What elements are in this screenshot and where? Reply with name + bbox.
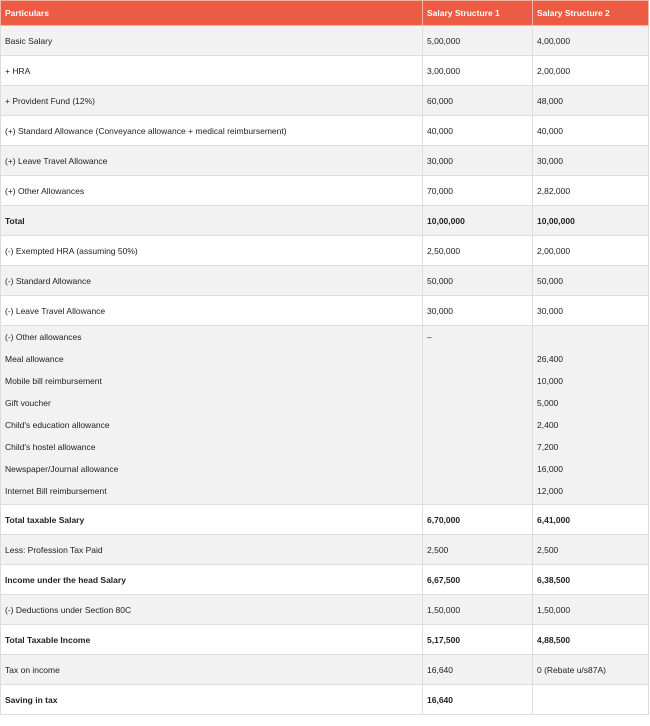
- row-label: (+) Standard Allowance (Conveyance allowance + medical reimbursement): [1, 116, 423, 146]
- row-label: Less: Profession Tax Paid: [1, 535, 423, 565]
- row-s2-value: 40,000: [533, 116, 649, 146]
- table-row-income-under-salary: [1, 565, 649, 595]
- row-s1-value: 30,000: [423, 146, 533, 176]
- other-allowances-s1: [423, 326, 533, 505]
- table-row: [1, 236, 649, 266]
- header-salary-structure-2: Salary Structure 2: [533, 1, 649, 26]
- row-s1-value: 16,640: [423, 655, 533, 685]
- list-item-value: 2,400: [537, 420, 559, 430]
- list-item-value: 10,000: [537, 376, 563, 386]
- row-label: Total: [1, 206, 423, 236]
- table-row: [1, 266, 649, 296]
- row-s1-value: 5,00,000: [423, 26, 533, 56]
- table-row: [1, 86, 649, 116]
- table-header-row: [1, 1, 649, 26]
- row-s2-value: 10,00,000: [533, 206, 649, 236]
- row-s1-value: 3,00,000: [423, 56, 533, 86]
- list-item-label: Meal allowance: [5, 354, 64, 364]
- row-s2-value: 4,00,000: [533, 26, 649, 56]
- table-row-other-allowances: [1, 326, 649, 505]
- row-label: Income under the head Salary: [1, 565, 423, 595]
- row-label: Saving in tax: [1, 685, 423, 715]
- table-row-total-taxable-income: [1, 625, 649, 655]
- list-item-label: Internet Bill reimbursement: [5, 486, 107, 496]
- row-s2-value: 30,000: [533, 146, 649, 176]
- row-s1-value: 1,50,000: [423, 595, 533, 625]
- table-row: [1, 116, 649, 146]
- row-label: (-) Standard Allowance: [1, 266, 423, 296]
- list-item-value: 7,200: [537, 442, 559, 452]
- list-item-label: Mobile bill reimbursement: [5, 376, 102, 386]
- row-s2-value: 48,000: [533, 86, 649, 116]
- row-s2-value: 6,41,000: [533, 505, 649, 535]
- row-s1-value: 50,000: [423, 266, 533, 296]
- row-s1-value: 2,50,000: [423, 236, 533, 266]
- other-allowances-s2-spacer: [537, 332, 644, 354]
- table-row-saving-in-tax: [1, 685, 649, 715]
- row-label: Total Taxable Income: [1, 625, 423, 655]
- table-row-total-taxable-salary: [1, 505, 649, 535]
- header-salary-structure-1: Salary Structure 1: [423, 1, 533, 26]
- row-label: (-) Deductions under Section 80C: [1, 595, 423, 625]
- list-item-value: 12,000: [537, 486, 563, 496]
- list-item-value: 26,400: [537, 354, 563, 364]
- list-item-value: 16,000: [537, 464, 563, 474]
- row-s2-value: 2,500: [533, 535, 649, 565]
- table-row: [1, 56, 649, 86]
- table-row: [1, 26, 649, 56]
- list-item-value: 5,000: [537, 398, 559, 408]
- row-s1-value: 6,67,500: [423, 565, 533, 595]
- row-label: (-) Leave Travel Allowance: [1, 296, 423, 326]
- row-s1-value: 2,500: [423, 535, 533, 565]
- row-s2-value: 2,82,000: [533, 176, 649, 206]
- row-label: (+) Other Allowances: [1, 176, 423, 206]
- row-s1-value: 16,640: [423, 685, 533, 715]
- row-s2-value: 1,50,000: [533, 595, 649, 625]
- list-item-label: Child's hostel allowance: [5, 442, 96, 452]
- row-s2-value: 0 (Rebate u/s87A): [533, 655, 649, 685]
- table-row: [1, 655, 649, 685]
- row-s1-value: 5,17,500: [423, 625, 533, 655]
- table-row: [1, 535, 649, 565]
- table-row: [1, 146, 649, 176]
- row-s2-value: 2,00,000: [533, 236, 649, 266]
- other-allowances-s1-value: –: [427, 332, 432, 342]
- row-label: (+) Leave Travel Allowance: [1, 146, 423, 176]
- list-item-label: Child's education allowance: [5, 420, 110, 430]
- row-s2-value: 6,38,500: [533, 565, 649, 595]
- list-item-label: Gift voucher: [5, 398, 51, 408]
- row-label: Total taxable Salary: [1, 505, 423, 535]
- row-s2-value: 50,000: [533, 266, 649, 296]
- row-s1-value: 70,000: [423, 176, 533, 206]
- table-row-total: [1, 206, 649, 236]
- other-allowances-heading: (-) Other allowances: [5, 332, 82, 342]
- row-label: (-) Exempted HRA (assuming 50%): [1, 236, 423, 266]
- row-label: + Provident Fund (12%): [1, 86, 423, 116]
- row-s1-value: 6,70,000: [423, 505, 533, 535]
- table-row: [1, 296, 649, 326]
- header-particulars: Particulars: [1, 1, 423, 26]
- row-s2-value: [533, 685, 649, 715]
- row-s1-value: 60,000: [423, 86, 533, 116]
- row-s2-value: 4,88,500: [533, 625, 649, 655]
- row-s1-value: 30,000: [423, 296, 533, 326]
- row-label: Basic Salary: [1, 26, 423, 56]
- list-item-label: Newspaper/Journal allowance: [5, 464, 119, 474]
- row-s2-value: 2,00,000: [533, 56, 649, 86]
- row-s1-value: 10,00,000: [423, 206, 533, 236]
- row-s2-value: 30,000: [533, 296, 649, 326]
- other-allowances-labels: [1, 326, 423, 505]
- row-s1-value: 40,000: [423, 116, 533, 146]
- row-label: Tax on income: [1, 655, 423, 685]
- row-label: + HRA: [1, 56, 423, 86]
- other-allowances-s2: [533, 326, 649, 505]
- table-row: [1, 595, 649, 625]
- table-row: [1, 176, 649, 206]
